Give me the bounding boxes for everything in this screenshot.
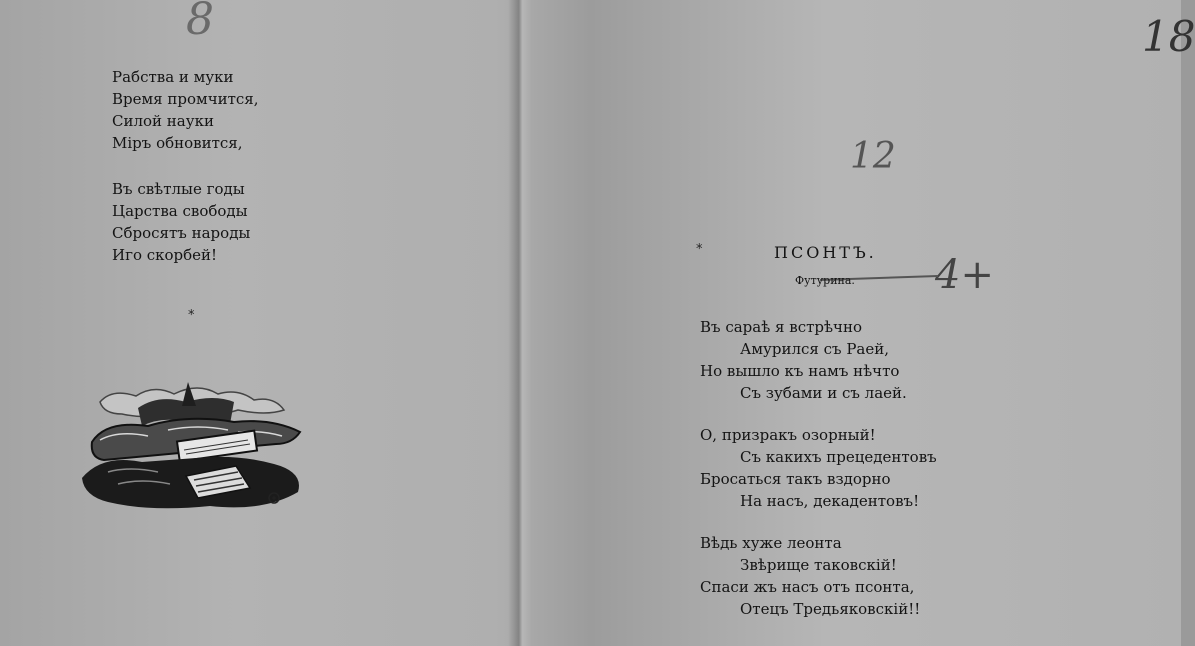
scroll-vignette-illustration <box>78 380 318 515</box>
left-stanza-2 <box>112 178 250 266</box>
handwritten-page-number-right: 18 <box>1142 12 1195 61</box>
verse-line: Но вышло къ намъ нѣчто <box>700 362 900 380</box>
verse-line: Спаси жъ насъ отъ псонта, <box>700 578 915 596</box>
handwritten-margin-mark: 4+ <box>935 252 994 298</box>
verse-line: Отецъ Тредьяковскій!! <box>740 600 921 618</box>
handwritten-page-number-left: 8 <box>186 0 214 45</box>
verse-line: Силой науки <box>112 112 214 130</box>
ornament-asterisk: * <box>188 308 195 323</box>
left-stanza-1 <box>112 66 259 154</box>
book-gutter <box>508 0 532 646</box>
verse-line: Рабства и муки <box>112 68 234 86</box>
verse-line: Время промчится, <box>112 90 259 108</box>
right-poem <box>700 316 937 620</box>
verse-line: Сбросятъ народы <box>112 224 251 242</box>
stanza-gap <box>700 404 937 424</box>
poem-subtitle: Футурина. <box>795 274 855 287</box>
poem-title: ПСОНТЪ. <box>774 243 877 262</box>
verse-line: На насъ, декадентовъ! <box>740 492 920 510</box>
stanza-gap <box>700 512 937 532</box>
verse-line: Въ свѣтлые годы <box>112 180 245 198</box>
verse-line: Съ зубами и съ лаей. <box>740 384 907 402</box>
verse-line: Иго скорбей! <box>112 246 218 264</box>
verse-line: Звѣрище таковскій! <box>740 556 897 574</box>
verse-line: Царства свободы <box>112 202 248 220</box>
verse-line: Вѣдь хуже леонта <box>700 534 842 552</box>
verse-line: О, призракъ озорный! <box>700 426 876 444</box>
verse-line: Бросаться такъ вздорно <box>700 470 891 488</box>
verse-line: Амурился съ Раей, <box>740 340 890 358</box>
handwritten-page-number-middle: 12 <box>850 136 896 177</box>
verse-line: Съ какихъ прецедентовъ <box>740 448 937 466</box>
ornament-asterisk: * <box>696 242 703 257</box>
verse-line: Въ сараѣ я встрѣчно <box>700 318 863 336</box>
verse-line: Міръ обновится, <box>112 134 243 152</box>
